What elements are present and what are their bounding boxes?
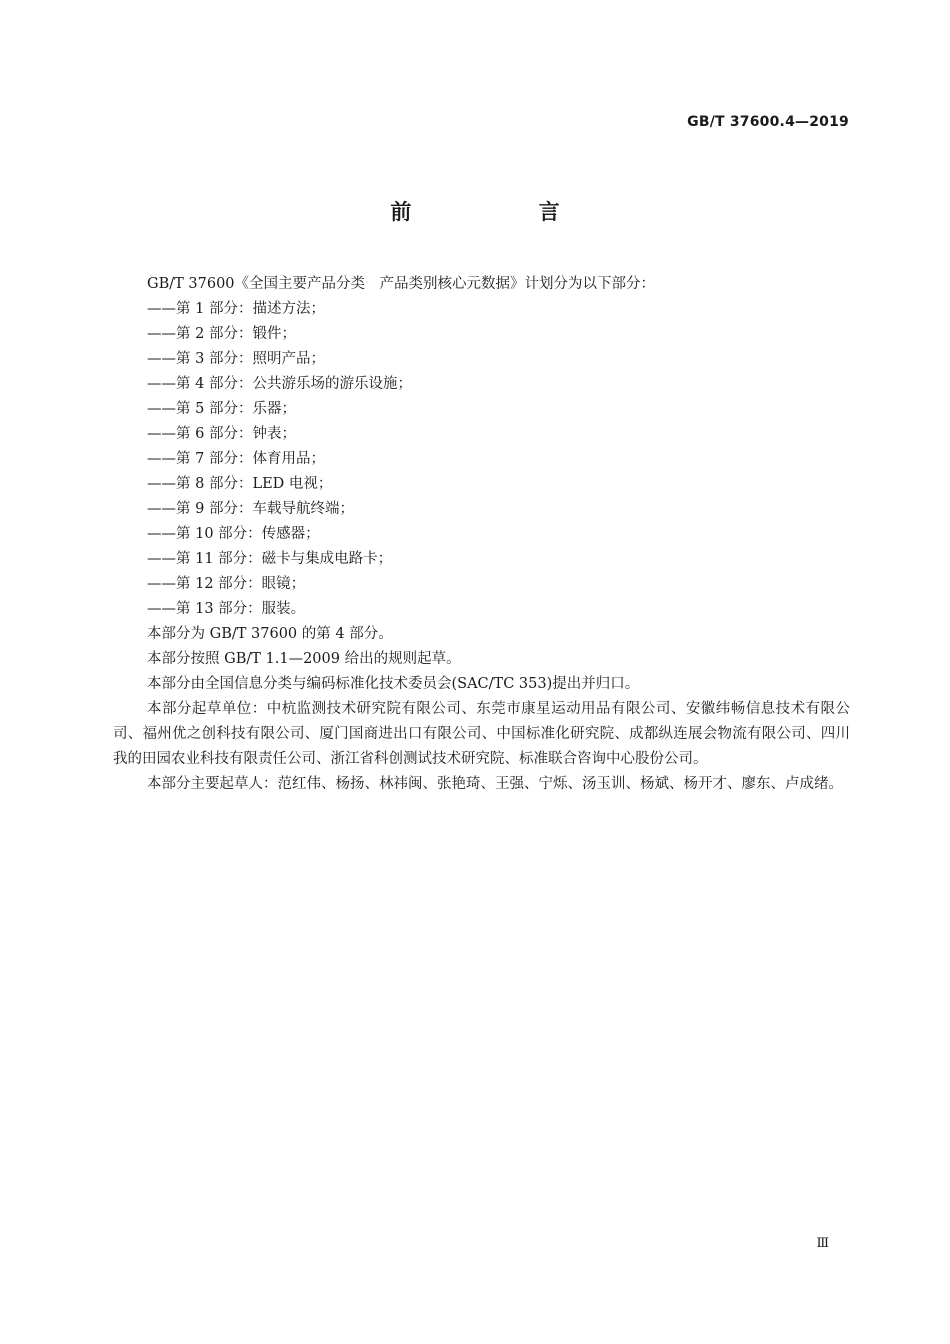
list-item: ——第 1 部分：描述方法； <box>147 301 325 317</box>
list-item: ——第 12 部分：眼镜； <box>147 576 306 592</box>
list-item: ——第 11 部分：磁卡与集成电路卡； <box>147 551 393 567</box>
list-item: ——第 7 部分：体育用品； <box>147 451 325 467</box>
preface-body <box>113 272 850 797</box>
page-number: Ⅲ <box>816 1236 829 1251</box>
list-item: ——第 13 部分：服装。 <box>147 601 306 617</box>
statement-drafters: 本部分主要起草人：范红伟、杨扬、林祎闽、张艳琦、王强、宁烁、汤玉训、杨斌、杨开才、廖东、卢成绪。 <box>147 776 843 792</box>
statement-rules: 本部分按照 GB/T 1.1—2009 给出的规则起草。 <box>147 651 461 667</box>
list-item: ——第 8 部分：LED 电视； <box>147 476 333 492</box>
statement-drafting-units: 本部分起草单位：中杭监测技术研究院有限公司、东莞市康星运动用品有限公司、安徽纬畅信息技术有限公司、福州优之创科技有限公司、厦门国商进出口有限公司、中国标准化研究院、成都纵连展会物流有限公司、四川我的田园农业科技有限责任公司、浙江省科创测试技术研究院、标准联合咨询中心股份公司。 <box>113 701 850 767</box>
statement-part: 本部分为 GB/T 37600 的第 4 部分。 <box>147 626 393 642</box>
list-item: ——第 2 部分：锻件； <box>147 326 296 342</box>
list-item: ——第 6 部分：钟表； <box>147 426 296 442</box>
list-item: ——第 3 部分：照明产品； <box>147 351 325 367</box>
list-item: ——第 4 部分：公共游乐场的游乐设施； <box>147 376 412 392</box>
list-item: ——第 5 部分：乐器； <box>147 401 296 417</box>
standard-code: GB/T 37600.4—2019 <box>687 114 849 130</box>
statement-proposer: 本部分由全国信息分类与编码标准化技术委员会(SAC/TC 353)提出并归口。 <box>147 676 640 692</box>
page-title: 前 言 <box>390 200 620 224</box>
list-item: ——第 10 部分：传感器； <box>147 526 320 542</box>
preface-intro: GB/T 37600《全国主要产品分类 产品类别核心元数据》计划分为以下部分： <box>147 276 656 292</box>
list-item: ——第 9 部分：车载导航终端； <box>147 501 354 517</box>
